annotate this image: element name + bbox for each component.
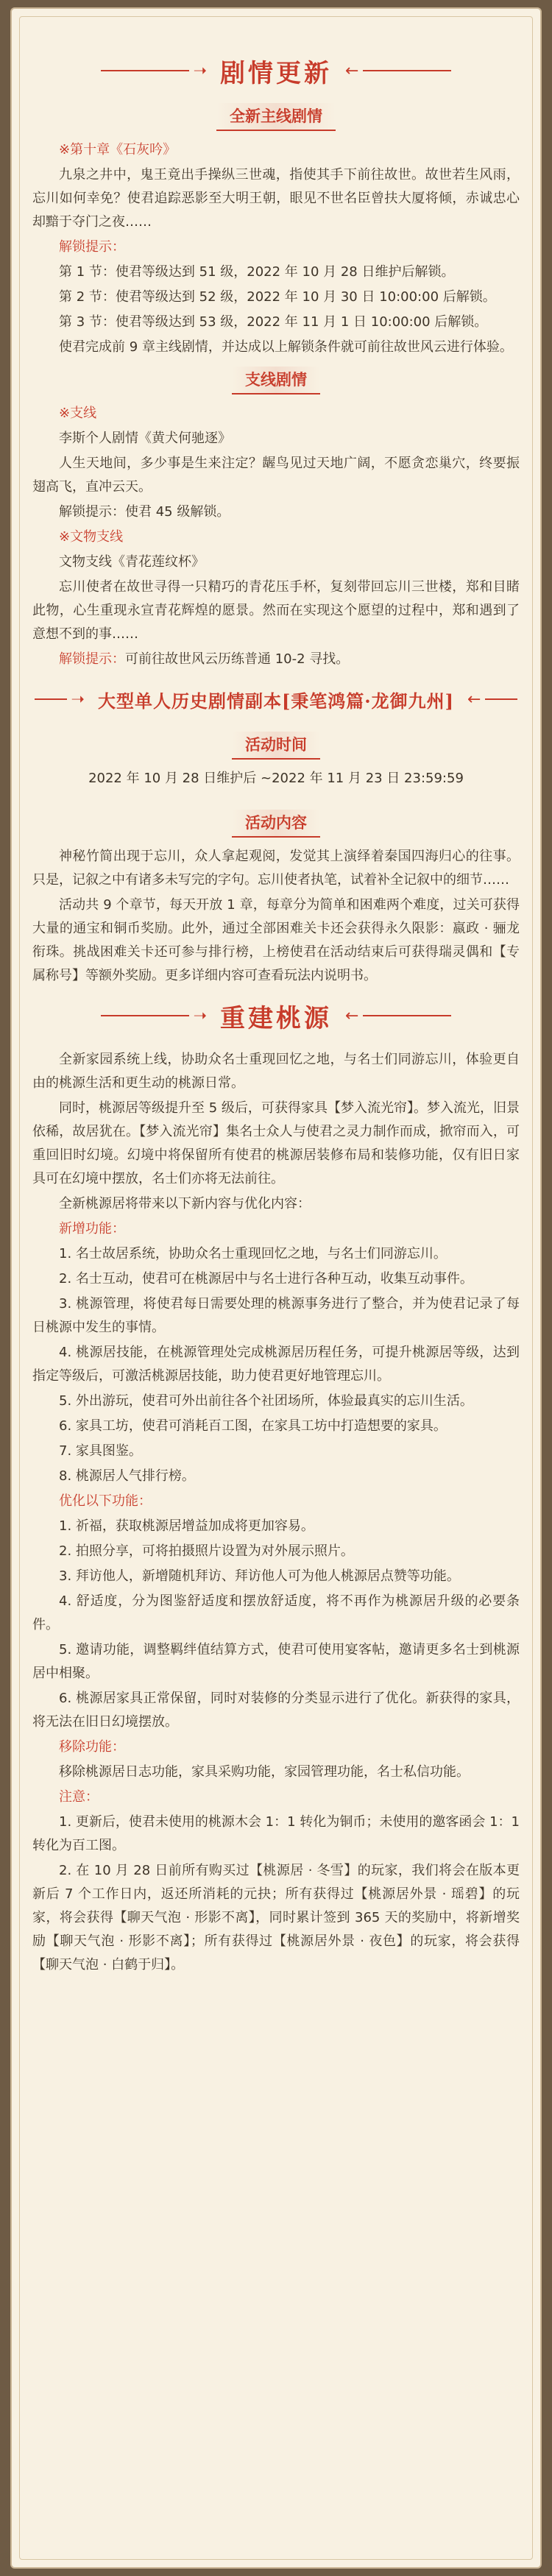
list-item: 7. 家具图鉴。 — [59, 1443, 142, 1459]
list-item: 2. 在 10 月 28 日前所有购买过【桃源居 · 冬雪】的玩家，我们将会在版本更新后 7 个工作日内，返还所消耗的元抉；所有获得过【桃源居外景 · 瑶碧】的玩家，将会获得【聊天气泡 · 形影不离】，同时累计签到 365 天的奖励中，将新增奖励【聊天气泡 · 形影不离】；所有获得过【桃源居外景 · 夜色】的玩家，将会获得【聊天气泡 · 白鹤于归】。 — [32, 1863, 520, 1972]
subheader-side-story: 支线剧情 — [32, 367, 520, 394]
arrow-right-icon: ➝ — [193, 61, 207, 80]
new-features-label: 新增功能： — [59, 1221, 125, 1236]
removed-features: 移除桃源居日志功能，家具采购功能，家园管理功能，名士私信功能。 — [59, 1764, 470, 1780]
relic-line-label: ※文物支线 — [59, 529, 124, 545]
header-dash-right — [485, 698, 517, 700]
header-dash-left — [101, 1015, 189, 1016]
list-item: 2. 拍照分享，可将拍摄照片设置为对外展示照片。 — [59, 1543, 354, 1559]
relic-line-unlock: 解锁提示：可前往故世风云历练普通 10-2 寻找。 — [59, 651, 350, 667]
notes-label: 注意： — [59, 1789, 99, 1805]
section-title: 重建桃源 — [220, 1003, 332, 1033]
arrow-right-icon: ➝ — [193, 1006, 207, 1025]
subheader-main-story: 全新主线剧情 — [32, 103, 520, 131]
event-content-2: 活动共 9 个章节，每天开放 1 章，每章分为简单和困难两个难度，过关可获得大量的通宝和铜币奖励。此外，通过全部困难关卡还会获得永久限影：嬴政 · 骊龙衔珠。挑战困难关卡还可参与排行榜，上榜使君在活动结束后可获得瑞灵偶和【专属称号】等额外奖励。更多详细内容可查看玩法内说明书。 — [32, 897, 520, 983]
relic-line-name: 文物支线《青花莲纹杯》 — [59, 554, 205, 570]
list-item: 6. 家具工坊，使君可消耗百工图，在家具工坊中打造想要的家具。 — [59, 1418, 447, 1434]
removed-features-label: 移除功能： — [59, 1739, 125, 1755]
chapter-intro: 九泉之井中，鬼王竟出手操纵三世魂，指使其手下前往故世。故世若生风雨，忘川如何幸免？使君追踪恶影至大明王朝，眼见不世名臣曾扶大厦将倾，赤诚忠心却黯于夺门之夜…… — [32, 167, 520, 230]
section-header-home — [32, 995, 520, 1036]
header-dash-right — [363, 70, 451, 71]
unlock-section-1: 第 1 节：使君等级达到 51 级，2022 年 10 月 28 日维护后解锁。 — [59, 264, 455, 280]
arrow-left-icon: ← — [345, 1006, 359, 1025]
side-line-unlock: 解锁提示：使君 45 级解锁。 — [59, 504, 230, 520]
home-intro-3: 全新桃源居将带来以下新内容与优化内容： — [59, 1196, 311, 1211]
list-item: 5. 邀请功能，调整羁绊值结算方式，使君可使用宴客帖，邀请更多名士到桃源居中相聚。 — [32, 1642, 520, 1681]
unlock-after: 使君完成前 9 章主线剧情，并达成以上解锁条件就可前往故世风云进行体验。 — [59, 339, 513, 355]
arrow-left-icon: ← — [467, 690, 481, 709]
event-content-1: 神秘竹简出现于忘川，众人拿起观阅，发觉其上演绎着秦国四海归心的往事。只是，记叙之中有诸多未写完的字句。忘川使者执笔，试着补全记叙中的细节…… — [32, 849, 520, 888]
side-line-desc: 人生天地间，多少事是生来注定？龌鸟见过天地广阔，不愿贪恋巢穴，终要振翅高飞，直冲云天。 — [32, 456, 520, 495]
list-item: 4. 桃源居技能，在桃源管理处完成桃源居历程任务，可提升桃源居等级，达到指定等级后，可激活桃源居技能，助力使君更好地管理忘川。 — [32, 1345, 520, 1384]
unlock-section-2: 第 2 节：使君等级达到 52 级，2022 年 10 月 30 日 10:00:00 后解锁。 — [59, 289, 496, 305]
section-title: 剧情更新 — [220, 58, 332, 88]
header-dash-left — [101, 70, 189, 71]
arrow-left-icon: ← — [345, 61, 359, 80]
relic-line-desc: 忘川使者在故世寻得一只精巧的青花压手杯，复刻带回忘川三世楼，郑和目睹此物，心生重现永宣青花辉煌的愿景。然而在实现这个愿望的过程中，郑和遇到了意想不到的事…… — [32, 579, 520, 642]
list-item: 5. 外出游玩，使君可外出前往各个社团场所，体验最真实的忘川生活。 — [59, 1393, 473, 1409]
event-time: 2022 年 10 月 28 日维护后 ~2022 年 11 月 23 日 23:59:59 — [88, 771, 464, 786]
list-item: 3. 桃源管理，将使君每日需要处理的桃源事务进行了整合，并为使君记录了每日桃源中发生的事情。 — [32, 1296, 520, 1335]
side-line-label: ※支线 — [59, 406, 97, 421]
section-header-event — [32, 679, 520, 720]
unlock-label: 解锁提示： — [59, 239, 125, 255]
arrow-right-icon: ➝ — [71, 690, 85, 709]
list-item: 2. 名士互动，使君可在桃源居中与名士进行各种互动，收集互动事件。 — [59, 1271, 473, 1287]
header-dash-right — [363, 1015, 451, 1016]
list-item: 6. 桃源居家具正常保留，同时对装修的分类显示进行了优化。新获得的家具，将无法在旧日幻境摆放。 — [32, 1691, 520, 1730]
optimized-features-label: 优化以下功能： — [59, 1493, 152, 1509]
list-item: 4. 舒适度，分为图鉴舒适度和摆放舒适度，将不再作为桃源居升级的必要条件。 — [32, 1593, 520, 1632]
section-header-story — [32, 50, 520, 91]
list-item: 1. 更新后，使君未使用的桃源木会 1：1 转化为铜币；未使用的邀客函会 1：1 转化为百工图。 — [32, 1814, 520, 1853]
subheader-event-time: 活动时间 — [32, 732, 520, 760]
home-intro-2: 同时，桃源居等级提升至 5 级后，可获得家具【梦入流光帘】。梦入流光，旧景依稀，故居犹在。【梦入流光帘】集名士众人与使君之灵力制作而成，掀帘而入，可重回旧时幻境。幻境中将保留所有使君的桃源居装修布局和装修功能，仅有旧日家具可在幻境中摆放，名士们亦将无法前往。 — [32, 1100, 520, 1186]
home-intro-1: 全新家园系统上线，协助众名士重现回忆之地，与名士们同游忘川，体验更自由的桃源生活和更生动的桃源日常。 — [32, 1052, 520, 1091]
chapter-title: ※第十章《石灰吟》 — [59, 142, 177, 158]
list-item: 1. 祈福，获取桃源居增益加成将更加容易。 — [59, 1518, 314, 1534]
content — [32, 43, 520, 1978]
list-item: 3. 拜访他人，新增随机拜访、拜访他人可为他人桃源居点赞等功能。 — [59, 1568, 460, 1584]
side-line-name: 李斯个人剧情《黄犬何驰逐》 — [59, 431, 231, 446]
list-item: 8. 桃源居人气排行榜。 — [59, 1468, 195, 1484]
subheader-event-content: 活动内容 — [32, 810, 520, 838]
list-item: 1. 名士故居系统，协助众名士重现回忆之地，与名士们同游忘川。 — [59, 1246, 447, 1262]
unlock-section-3: 第 3 节：使君等级达到 53 级，2022 年 11 月 1 日 10:00:00 后解锁。 — [59, 314, 488, 330]
header-dash-left — [35, 698, 67, 700]
section-title: 大型单人历史剧情副本[秉笔鸿篇·龙御九州] — [97, 690, 455, 712]
